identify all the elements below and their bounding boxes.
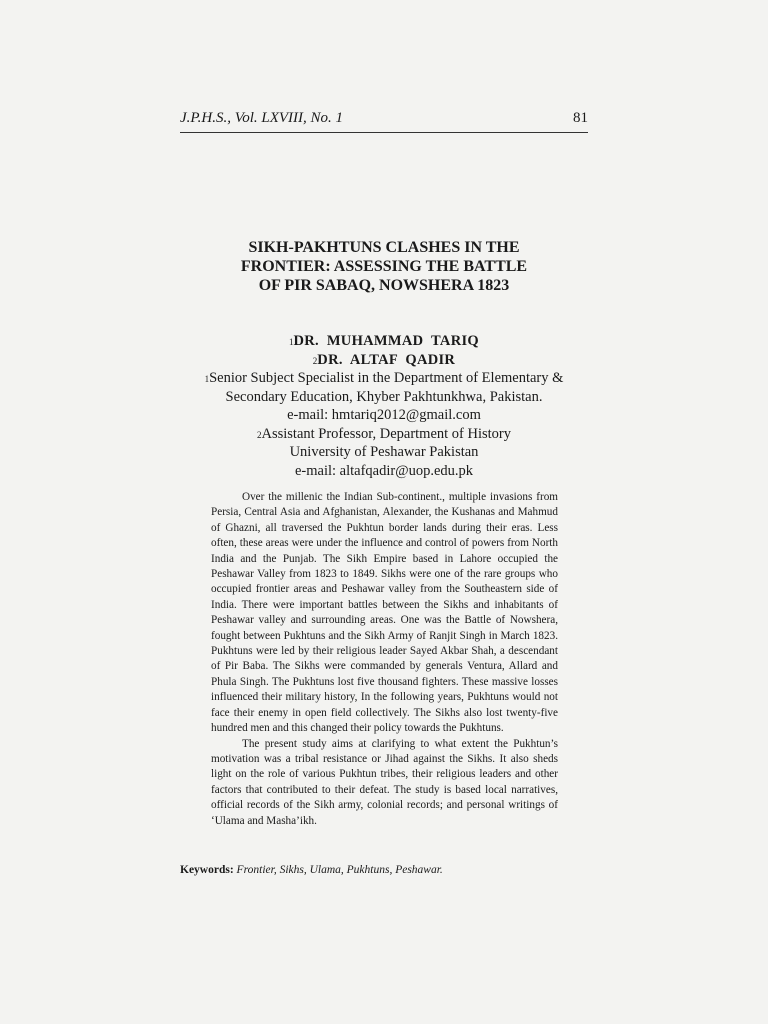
abstract-paragraph: The present study aims at clarifying to what extent the Pukhtun’s motivation was a tribal resistance or Jihad against the Sikhs. It also sheds light on the role of various Pukhtun tribes, their religious leaders and other factors that contributed to their defeat. The study is based local narratives, official records of the Sikh army, colonial records; and personal writings of ‘Ulama and Masha’ikh.: [211, 737, 558, 827]
author-1-email: e-mail: hmtariq2012@gmail.com: [287, 407, 481, 423]
author-superscript: 2: [312, 355, 318, 366]
affiliation-superscript: 2: [256, 429, 262, 440]
title-line: FRONTIER: ASSESSING THE BATTLE: [240, 258, 528, 275]
affiliation-superscript: 1: [204, 374, 210, 384]
page-number: 81: [573, 110, 588, 126]
abstract: [211, 490, 558, 829]
author-name: DR. ALTAF QADIR: [317, 351, 456, 368]
affiliation-2-line-2: University of Peshawar Pakistan: [289, 444, 479, 460]
author-1: [180, 332, 588, 351]
keywords-text: Frontier, Sikhs, Ulama, Pukhtuns, Peshawar.: [236, 864, 443, 876]
affiliation-1-line-2: Secondary Education, Khyber Pakhtunkhwa, Pakistan.: [225, 388, 543, 405]
title-line: SIKH-PAKHTUNS CLASHES IN THE: [248, 239, 520, 256]
journal-citation: J.P.H.S., Vol. LXVIII, No. 1: [180, 110, 344, 126]
keywords: [180, 864, 588, 876]
abstract-paragraph: Over the millenic the Indian Sub-continent., multiple invasions from Persia, Central Asia and Afghanistan, Alexander, the Kushanas and Mahmud of Ghazni, all traversed the Pukhtun border lands during their eras. Less often, these areas were under the influence and control of powers from North India and the Punjab. The Sikh Empire based in Lahore occupied the Peshawar Valley from 1823 to 1849. Sikhs were one of the rare groups who occupied frontier areas and Peshawar valley from the Southeastern side of India. There were important battles between the Sikhs and inhabitants of Peshawar valley and surrounding areas. One was the Battle of Nowshera, fought between Pukhtuns and the Sikh Army of Ranjit Singh in March 1823. Pukhtuns were led by their religious leader Sayed Akbar Shah, a descendant of Pir Baba. The Sikhs were commanded by generals Ventura, Allard and Phula Singh. The Pukhtuns lost five thousand fighters. These massive losses influenced their military history, In the following years, Pukhtuns would not face their enemy in open field collectively. The Sikhs also lost twenty-five hundred men and this changed their policy towards the Pukhtuns.: [211, 491, 558, 735]
author-block: [180, 332, 588, 480]
affiliation-text: Assistant Professor, Department of History: [261, 425, 511, 442]
title-line: OF PIR SABAQ, NOWSHERA 1823: [258, 277, 510, 294]
author-name: DR. MUHAMMAD TARIQ: [293, 333, 479, 349]
affiliation-2-line-1: [180, 425, 588, 444]
article-title: [180, 238, 588, 295]
affiliation-1-line-1: [180, 369, 588, 388]
affiliation-text: Senior Subject Specialist in the Department of Elementary &: [209, 370, 564, 386]
running-header: [180, 110, 588, 133]
author-superscript: 1: [289, 337, 294, 347]
keywords-label: Keywords:: [180, 864, 234, 876]
author-2: [180, 351, 588, 370]
author-2-email: e-mail: altafqadir@uop.edu.pk: [294, 462, 474, 479]
